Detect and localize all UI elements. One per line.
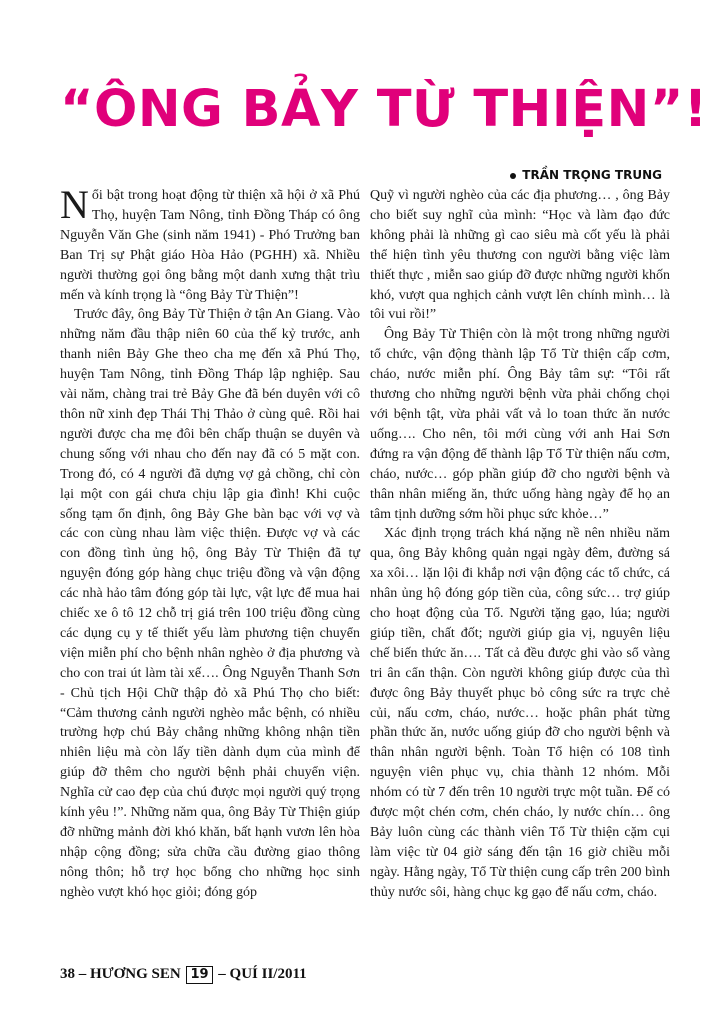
article-column-right [370, 186, 670, 903]
footer-suffix: – QUÍ II/2011 [218, 966, 307, 982]
article-title: “ÔNG BẢY TỪ THIỆN”! [60, 80, 708, 139]
article-author [510, 168, 662, 182]
paragraph-1 [60, 182, 360, 305]
bullet-icon [510, 173, 516, 179]
article-column-left [60, 182, 360, 903]
paragraph-2: Trước đây, ông Bảy Từ Thiện ở tận An Giang. Vào những năm đầu thập niên 60 của thế kỷ trước, anh thanh niên Bảy Ghe theo cha mẹ đến xã Phú Thọ, huyện Tam Nông, tỉnh Đồng Tháp lập nghiệp. Sau vài năm, chàng trai trẻ Bảy Ghe đã bén duyên với cô thôn nữ xinh đẹp Thái Thị Thảo ở cùng quê. Rồi hai người được cha mẹ đôi bên chấp thuận se duyên và chung sống với nhau cho đến nay đã có 5 mặt con. Trong đó, có 4 người đã dựng vợ gả chồng, chỉ còn lại một con gái chưa chịu lập gia đình! Khi cuộc sống tạm ổn định, ông Bảy Ghe bàn bạc với vợ và các con cùng nhau làm việc thiện. Được vợ và các con đồng tình ủng hộ, ông Bảy Từ Thiện đã tự nguyện đóng góp hàng chục triệu đồng và vận động các nhà hảo tâm đóng góp tài lực, vật lực để mua hai chiếc xe ô tô 12 chỗ trị giá trên 100 triệu đồng cùng các dụng cụ y tế thiết yếu làm phương tiện chuyển viện miễn phí cho bệnh nhân nghèo ở địa phương và cho con trai út làm tài xế…. Ông Nguyễn Thanh Sơn - Chủ tịch Hội Chữ thập đỏ xã Phú Thọ cho biết: “Cảm thương cảnh người nghèo mắc bệnh, có nhiều trường hợp chú Bảy chẳng những không nhận tiền nhiên liệu mà còn lấy tiền dành dụm của mình để giúp đỡ thêm cho người bệnh phải chuyển viện. Nghĩa cử cao đẹp của chú được mọi người quý trọng kính yêu !”. Những năm qua, ông Bảy Từ Thiện giúp đỡ những mảnh đời khó khăn, bất hạnh vươn lên hòa nhập cộng đồng; sửa chữa cầu đường giao thông nông thôn; hỗ trợ học bổng cho những học sinh nghèo vượt khó học giỏi; đóng góp [60, 307, 360, 900]
paragraph-1-text: ổi bật trong hoạt động từ thiện xã hội ở xã Phú Thọ, huyện Tam Nông, tỉnh Đồng Tháp có ông Nguyễn Văn Ghe (sinh năm 1941) - Phó Trưởng ban Ban Trị sự Phật giáo Hòa Hảo (PGHH) xã. Nhiều người thường gọi ông bằng một danh xưng thật trìu mến và kính trọng là “ông Bảy Từ Thiện”! [60, 188, 360, 303]
paragraph-3: Ông Bảy Từ Thiện còn là một trong những người tổ chức, vận động thành lập Tổ Từ thiện cấp cơm, cháo, nước miễn phí. Ông Bảy tâm sự: “Tôi rất thương cho những người bệnh vừa phải chống chọi với bệnh tật, vừa phải vất vả lo toan thức ăn nước uống…. Cho nên, tôi mới cùng với anh Hai Sơn đứng ra vận động để thành lập Tổ Từ thiện nấu cơm, cháo, nước… góp phần giúp đỡ cho người bệnh và thân nhân miếng ăn, thức uống hàng ngày để họ an tâm tịnh dưỡng sớm hồi phục sức khỏe…” [370, 327, 670, 522]
paragraph-4: Xác định trọng trách khá nặng nề nên nhiều năm qua, ông Bảy không quản ngại ngày đêm, đường sá xa xôi… lặn lội đi khắp nơi vận động các tổ chức, cá nhân ủng hộ đóng góp tiền của, công sức… trợ giúp cho hoạt động của Tổ. Người tặng gạo, lúa; người giúp tiền, chất đốt; người giúp gia vị, nguyên liệu chế biến thức ăn…. Tất cả đều được ghi vào sổ vàng tri ân cẩn thận. Còn người không giúp được của thì được ông Bảy thuyết phục bỏ công sức ra trực chẻ củi, nấu cơm, cháo, nước… hoặc phân phát từng phần thức ăn, nước uống giúp đỡ cho người bệnh và thân nhân người bệnh. Toàn Tổ hiện có 108 tình nguyện viên phục vụ, chia thành 12 nhóm. Mỗi nhóm có từ 7 đến trên 10 người trực một tuần. Để có được một chén cơm, chén cháo, ly nước chín… ông Bảy luôn cùng các thành viên Tổ Từ thiện cặm cụi làm việc từ 04 giờ sáng đến tận 16 giờ chiều mỗi ngày. Hằng ngày, Tổ Từ thiện cung cấp trên 200 bình thủy nước sôi, hàng chục kg gạo để nấu cơm, cháo. [370, 526, 670, 900]
footer-prefix: 38 – HƯƠNG SEN [60, 966, 181, 982]
drop-cap: N [60, 182, 89, 227]
issue-number-box: 19 [186, 966, 212, 984]
author-name: TRẦN TRỌNG TRUNG [522, 168, 662, 182]
paragraph-2-continued: Quỹ vì người nghèo của các địa phương… , ông Bảy cho biết suy nghĩ của mình: “Học và làm đạo đức không phải là những gì cao siêu mà cốt yếu là phải thể hiện tình yêu thương con người bằng việc làm thiết thực , miễn sao giúp đỡ được những người khốn khó, vượt qua nghịch cảnh vượt lên chính mình… là tôi vui rồi!” [370, 188, 670, 323]
page-footer [60, 966, 307, 984]
